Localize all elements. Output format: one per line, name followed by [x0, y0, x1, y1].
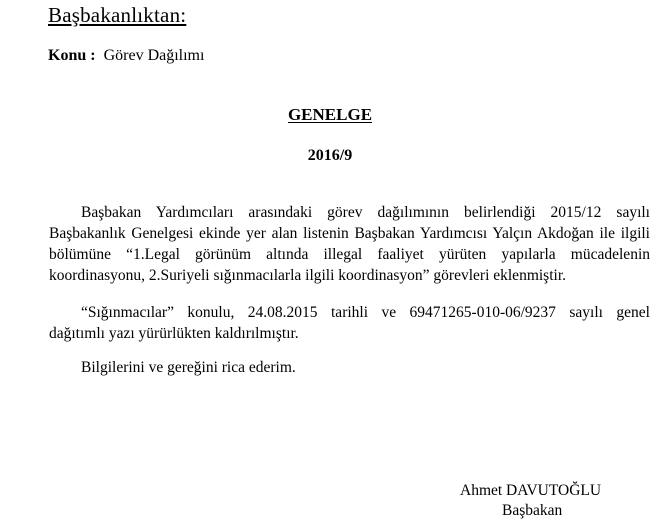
signer-name: Ahmet DAVUTOĞLU	[460, 482, 602, 499]
subject-value: Görev Dağılımı	[103, 47, 205, 64]
document-title: GENELGE	[287, 105, 373, 124]
signer-title: Başbakan	[502, 502, 563, 519]
document-number: 2016/9	[307, 147, 353, 164]
paragraph-line: “Sığınmacılar” konulu, 24.08.2015 tarihli ve 69471265-010-06/9237 sayılı genel	[81, 304, 650, 321]
body-paragraph-2	[49, 302, 650, 344]
body-paragraph-1	[49, 202, 650, 286]
body-paragraph-3: Bilgilerini ve gereğini rica ederim.	[81, 359, 296, 376]
paragraph-line: bölümüne “1.Legal görünüm altında illegal faaliyet yürüten yapılarla mücadelenin	[49, 246, 650, 263]
subject-label: Konu :	[48, 47, 96, 64]
paragraph-line: koordinasyonu, 2.Suriyeli sığınmacılarla ilgili koordinasyon” görevleri eklenmiştir.	[49, 267, 567, 284]
subject-line	[48, 47, 204, 65]
paragraph-line: dağıtımlı yazı yürürlükten kaldırılmıştır.	[49, 325, 299, 342]
paragraph-line: Başbakanlık Genelgesi ekinde yer alan listenin Başbakan Yardımcısı Yalçın Akdoğan ile ilgili	[49, 225, 650, 242]
sender-heading: Başbakanlıktan:	[48, 3, 187, 27]
paragraph-line: Başbakan Yardımcıları arasındaki görev dağılımının belirlendiği 2015/12 sayılı	[81, 204, 650, 221]
signature-block	[460, 481, 601, 521]
